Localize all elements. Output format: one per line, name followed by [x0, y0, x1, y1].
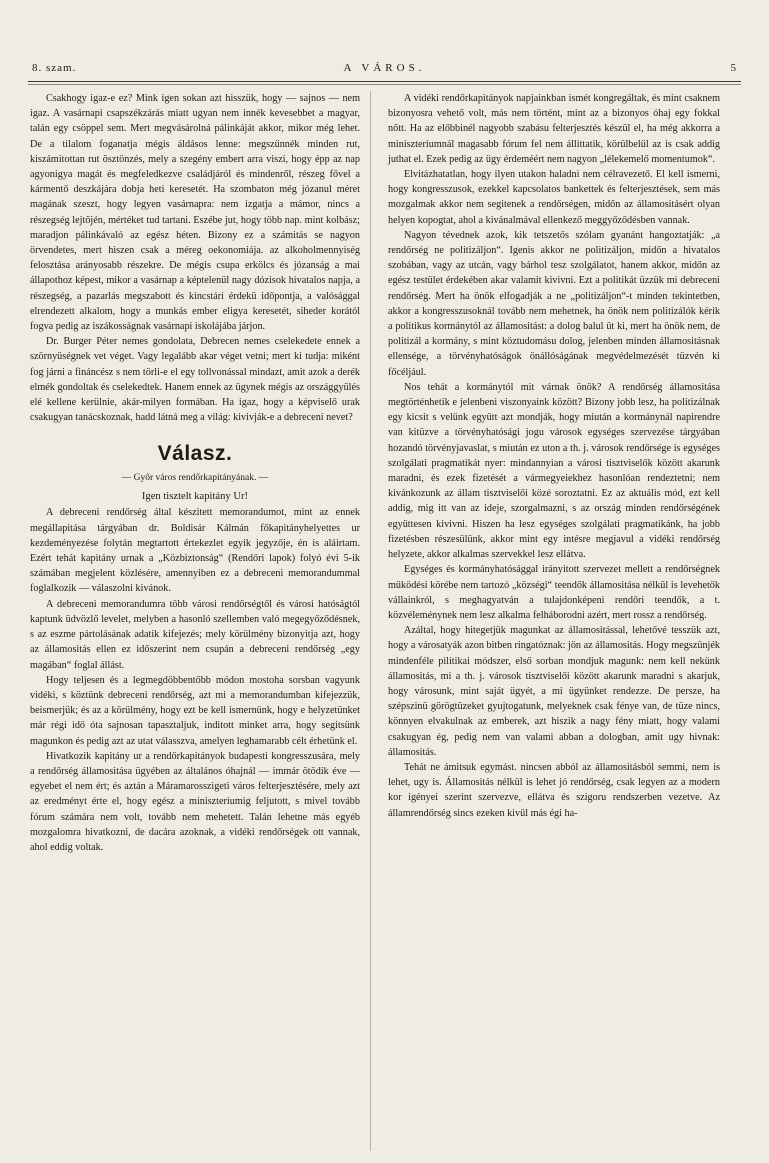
paragraph: Csakhogy igaz-e ez? Mink igen sokan azt hisszük, hogy — sajnos — nem igaz. A vasárnapi csapszékzárás miatt ugyan nem innék kevesebbet a magyar, talán egy csöppel sem. Mert megvásárolná pálinkáját akkor, mikor még lehet. De a tilalom foganatja mégis áldásos lenne: megszűnnék minden rut, kiszámitottan rut ösztönzés, mely a szegény embert arra viszi, hogy épp az nap agyonigya magát és megfeledkezve családjáról és mindenről, részeg fővel a kármentő deszkájára dobja heti keresetét. Ha szombaton még józanul méret magának szeszt, hogy legyen vasárnapra: nem izgatja a mámor, nincs a részegség lejtőjén, mértéket tud tartani. Eszébe jut, hogy több nap. mint kolbász; maradjon pálinkávaló az egész héten. Bizony ez a számitás se nagyon örvendetes, mert hiszen csak a méreg oekonomiája. az alkoholmennyiség felosztása arányosabb részekre. De mégis csupa erkölcs és józanság a mai állapothoz képest, mikor a vasárnap a képtelenül nagy dózisok hivatalos napja, a részegség, a pazarlás megszabott és kincstári érdekü időpontja, a valósággal elrendezett alkalom, hogy a munkás ember eligya keresetét, siheder korától fogva pedig az iszákosságnak vasárnapi iskolájába járjon. — [30, 93, 360, 333]
left-column — [30, 91, 360, 855]
page-number: 5 — [730, 62, 737, 74]
paragraph: Nagyon tévednek azok, kik tetszetős szólam gyanánt hangoztatják: „a rendőrség ne politizáljon“. Igenis akkor ne politizáljon, midőn a hivatalos szobában, vagy az utcán, vagy bárhol tesz szolgálatot, hanem akkor, midőn az egész testület érdekében akar valamit kivivni. Ezt a politikát üzzük mi debreceni rendőrség. Mert ha önök elfogadják a ne „politizáljon“-t minden tekintetben, akkor a kongresszusoknál tovább nem mehetnek, ha önök nem politizálók kérik a politikus kormánytól az államositást: a dolog balul üt ki, mert ha önök nem, de politizál a kormány, s mint köztudomásu dolog, jelenben minden államositásnak ellensége, a törvényhatóságok önállóságának megvédelmezését tüzvén ki főcéljául. — [388, 229, 720, 378]
paragraph: Nos tehát a kormánytól mit várnak önök? A rendőrség államositása megtörténhetik e jelenbeni viszonyaink között? Bizony jobb lesz, ha politizálnak egy kicsit s velünk együtt azt mondják, hogy miután a kormánynál napirendre van kitüzve a törvényhatósági jogu városok egységes szervezése tárgyában hozandó törvényjavaslat, s miután ez uton a th. j. városok rendőrsége is egységes szolgálati pragmatikát nyer: mindannyian a városi tisztviselők között akarunk maradni, és ezek fizetését a vármegyeiekhez hasonlóan rendeztetni; nem kivánkozunk az állam tisztviselői közé soroztatni. Ez az aktuális mód, ezt kell addig, mig itt van az ideje, szorgalmazni, s az ország minden rendőrségének együttesen kivivni. Hiszen ha lesz egységes szolgálati pragmatikánk, ha jobb fizetésben részesülünk, akkor mint egy intésre megjavul a vidéki rendőrség helyzete, akkor alkalmas szervekkel lesz ellátva. — [388, 381, 720, 561]
greeting: Igen tisztelt kapitány Ur! — [141, 491, 249, 503]
right-column — [388, 91, 720, 821]
paragraph: Elvitázhatatlan, hogy ilyen utakon haladni nem célravezető. El kell ismerni, hogy kongresszusok, ezekkel kapcsolatos bankettek és felterjesztések, sem más mozgalmak akkor nem segitenek a rendőrségen, midőn az államositásért olyan helyen kopogtat, ahol a kivánalmával ellenkező meggyőződésben vannak. — [388, 169, 720, 226]
paragraph: Tehát ne ámitsuk egymást. nincsen abból az államositásból semmi, nem is lehet, ugy is. Államositás nélkül is lehet jó rendőrség, csak legyen az a modern kor igényei szerint szervezve, ellátva és szigoru rendszerben vezetve. Az államrendőrség sincs ezeken kivül más égi ha- — [388, 761, 720, 819]
section-title: Válasz. — [157, 442, 233, 466]
paragraph: Azáltal, hogy hitegetjük magunkat az államositással, lehetővé tesszük azt, hogy a városatyák azon bitben ringatóznak: jön az államositás. Hogy megszünjék mindenféle pilitikai módszer, első sorban mondjuk magunk: nem kell nekünk államositás, mi a th. j. városok tisztviselői között akarunk maradni s akarjuk, hogy városunk, mint saját ügyét, a mi ügyünket rendezze. De persze, ha szépszinü görögtüzeket gyujtogatunk, melyeknek csak fénye van, de tüze nincs, könnyen elvakulnak az emberek, azt hiszik a nagy fény miatt, hogy valami csakugyan ég, pedig nem van valami abban a dologban, amit ugy hivnak: államositás. — [388, 625, 720, 758]
paragraph: Hogy teljesen és a legmegdöbbentőbb módon mostoha sorsban vagyunk vidéki, s köztünk debreceni rendőrség, azt mi a memorandumban kifejezzük, beismerjük; és az a körülmény, hogy ezt be kell ismernünk, hogy e helyzetünket már régi idő óta sajnosan tapasztaljuk, inditott minket arra, hogy segitsünk magunkon és pedig azt az utat válasszva, amelyen leghamarabb célt érhetünk el. — [30, 674, 360, 747]
header-rule-thin — [28, 84, 741, 85]
column-divider — [370, 91, 371, 1151]
paragraph: Dr. Burger Péter nemes gondolata, Debrecen nemes cselekedete ennek a szörnyüségnek vet véget. Vagy legalább akar véget vetni; mert ki tudja: miként fog járni a fináncész s nem törli-e el egy tollvonással mindazt, amit azok a derék elmék gondoltak és cselekedtek. Hanem ennek az ügynek mégis az országgyülés elé kellene kerülnie, akár-milyen formában. Ha igaz, hogy a képviselő urak csakugyan tanácskoznak, hadd látná meg a világ: kivivják-e a debreceni nevet? — [30, 336, 360, 424]
issue-number: 8. szam. — [32, 62, 77, 74]
paragraph: A debreceni rendőrség által készitett memorandumot, mint az ennek megállapitása tárgyában dr. Boldisár Kálmán főkapitányhelyettes ur kezdeményezése folytán megtartott értekezlet egyik jegyzője, én is aláirtam. Ezért tehát kapitány urnak a „Közbiztonság“ (Rendőri lapok) folyó évi 5-ik számában megjelent közlésére, amennyiben ez a debreceni memorandummal foglalkozik — válaszolni kivánok. — [30, 507, 360, 595]
paragraph: Egységes és kormányhatósággal irányitott szervezet mellett a rendőrségnek működési körébe nem tartozó „községi“ teendők államositása nélkül is levehetők vállainkról, s meghagyatván a tulajdonképeni rendőri teendők, a t. közvéleménynek nem lesz alkalma felháborodni azért, mert rossz a rendőrség. — [388, 564, 720, 621]
header-rule — [28, 81, 741, 82]
paragraph: A debreceni memorandumra több városi rendőrségtől és városi hatóságtól kaptunk üdvözlő levelet, melyben a hasonló szellemben való megegyőződésnek, s az eszme pártolásának adatik kifejezés; mely körülmény bizonyitja azt, hogy az államositás ellen ez időszerint nem csupán a debreceni rendőrség „egy magában“ foglal állást. — [30, 598, 360, 671]
section-subtitle: — Győr város rendőrkapitányának. — — [121, 473, 269, 484]
paragraph: A vidéki rendőrkapitányok napjainkban ismét kongregáltak, és mint csaknem bizonyosra vehető volt, más nem történt, mint az a bizonyos óhaj egy fokkal nőtt. Ha az előbbinél nagyobb szabásu felterjesztés készül el, ha még akkorra a miniszteriumnál magasabb fórum fel nem állittatik, körülbelül az is csak addig juthat el. Ezek pedig az ügy érdeméért nem nagyon „lélekemelő momentumok“. — [388, 93, 720, 165]
newspaper-title: A VÁROS. — [343, 62, 426, 74]
page-header — [32, 62, 737, 80]
paragraph: Hivatkozik kapitány ur a rendőrkapitányok budapesti kongresszusára, mely a rendőrség államositása ügyében az általános óhajnál — immár ötödik éve — egyebet el nem ért; és aztán a Máramarosszigeti város felterjesztésére, mely azt az eredményt érte el, hogy egész a miniszteriumig feljutott, s mivel tovább fórum számára nem volt, tovább nem mehetett. Talán lehetne más egyéb mozgalomra hivatkozni, de dacára azoknak, a vidéki rendőrségek ott vannak, ahol eddig voltak. — [30, 750, 360, 853]
